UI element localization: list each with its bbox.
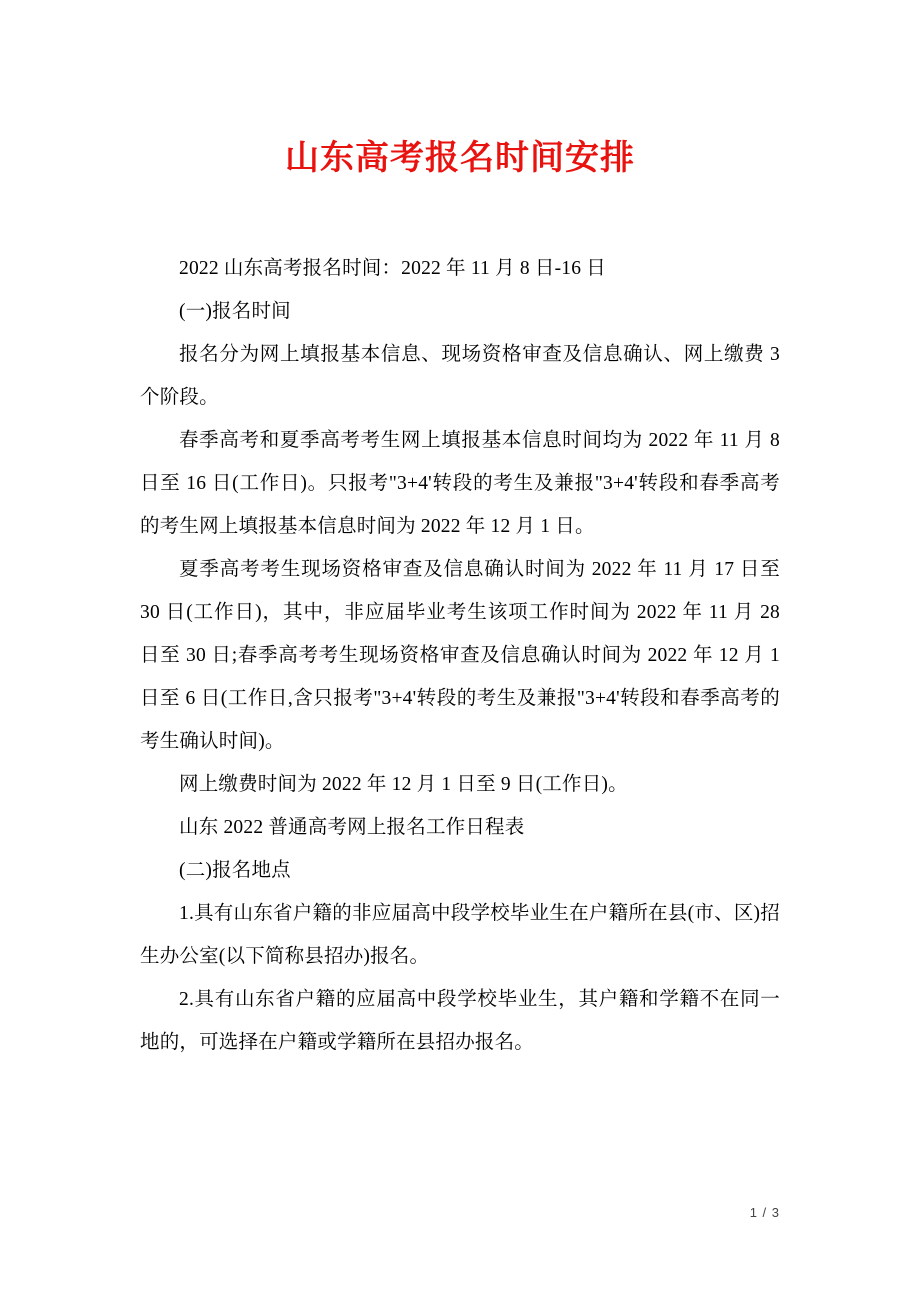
paragraph-4: 春季高考和夏季高考考生网上填报基本信息时间均为 2022 年 11 月 8 日至 16 日(工作日)。只报考"3+4'转段的考生及兼报"3+4'转段和春季高考的考生网上填报基本信息时间为 2022 年 12 月 1 日。: [140, 430, 780, 537]
paragraph-9: 1.具有山东省户籍的非应届高中段学校毕业生在户籍所在县(市、区)招生办公室(以下简称县招办)报名。: [140, 903, 780, 967]
paragraph-5: 夏季高考考生现场资格审查及信息确认时间为 2022 年 11 月 17 日至 30 日(工作日)，其中，非应届毕业考生该项工作时间为 2022 年 11 月 28 日至 30 日;春季高考考生现场资格审查及信息确认时间为 2022 年 12 月 1 日至 6 日(工作日,含只报考"3+4'转段的考生及兼报"3+4'转段和春季高考的考生确认时间)。: [140, 559, 780, 752]
paragraph-10: 2.具有山东省户籍的应届高中段学校毕业生，其户籍和学籍不在同一地的，可选择在户籍或学籍所在县招办报名。: [140, 989, 780, 1053]
paragraph-1: 2022 山东高考报名时间：2022 年 11 月 8 日-16 日: [179, 258, 606, 279]
paragraph-7: 山东 2022 普通高考网上报名工作日程表: [179, 817, 525, 838]
paragraph-3: 报名分为网上填报基本信息、现场资格审查及信息确认、网上缴费 3 个阶段。: [140, 344, 780, 408]
page-title: 山东高考报名时间安排: [285, 139, 635, 177]
page-number: 1 / 3: [749, 1205, 780, 1220]
document-body: [140, 247, 780, 1064]
paragraph-6: 网上缴费时间为 2022 年 12 月 1 日至 9 日(工作日)。: [179, 774, 628, 795]
paragraph-2: (一)报名时间: [179, 301, 291, 322]
paragraph-8: (二)报名地点: [179, 860, 291, 881]
